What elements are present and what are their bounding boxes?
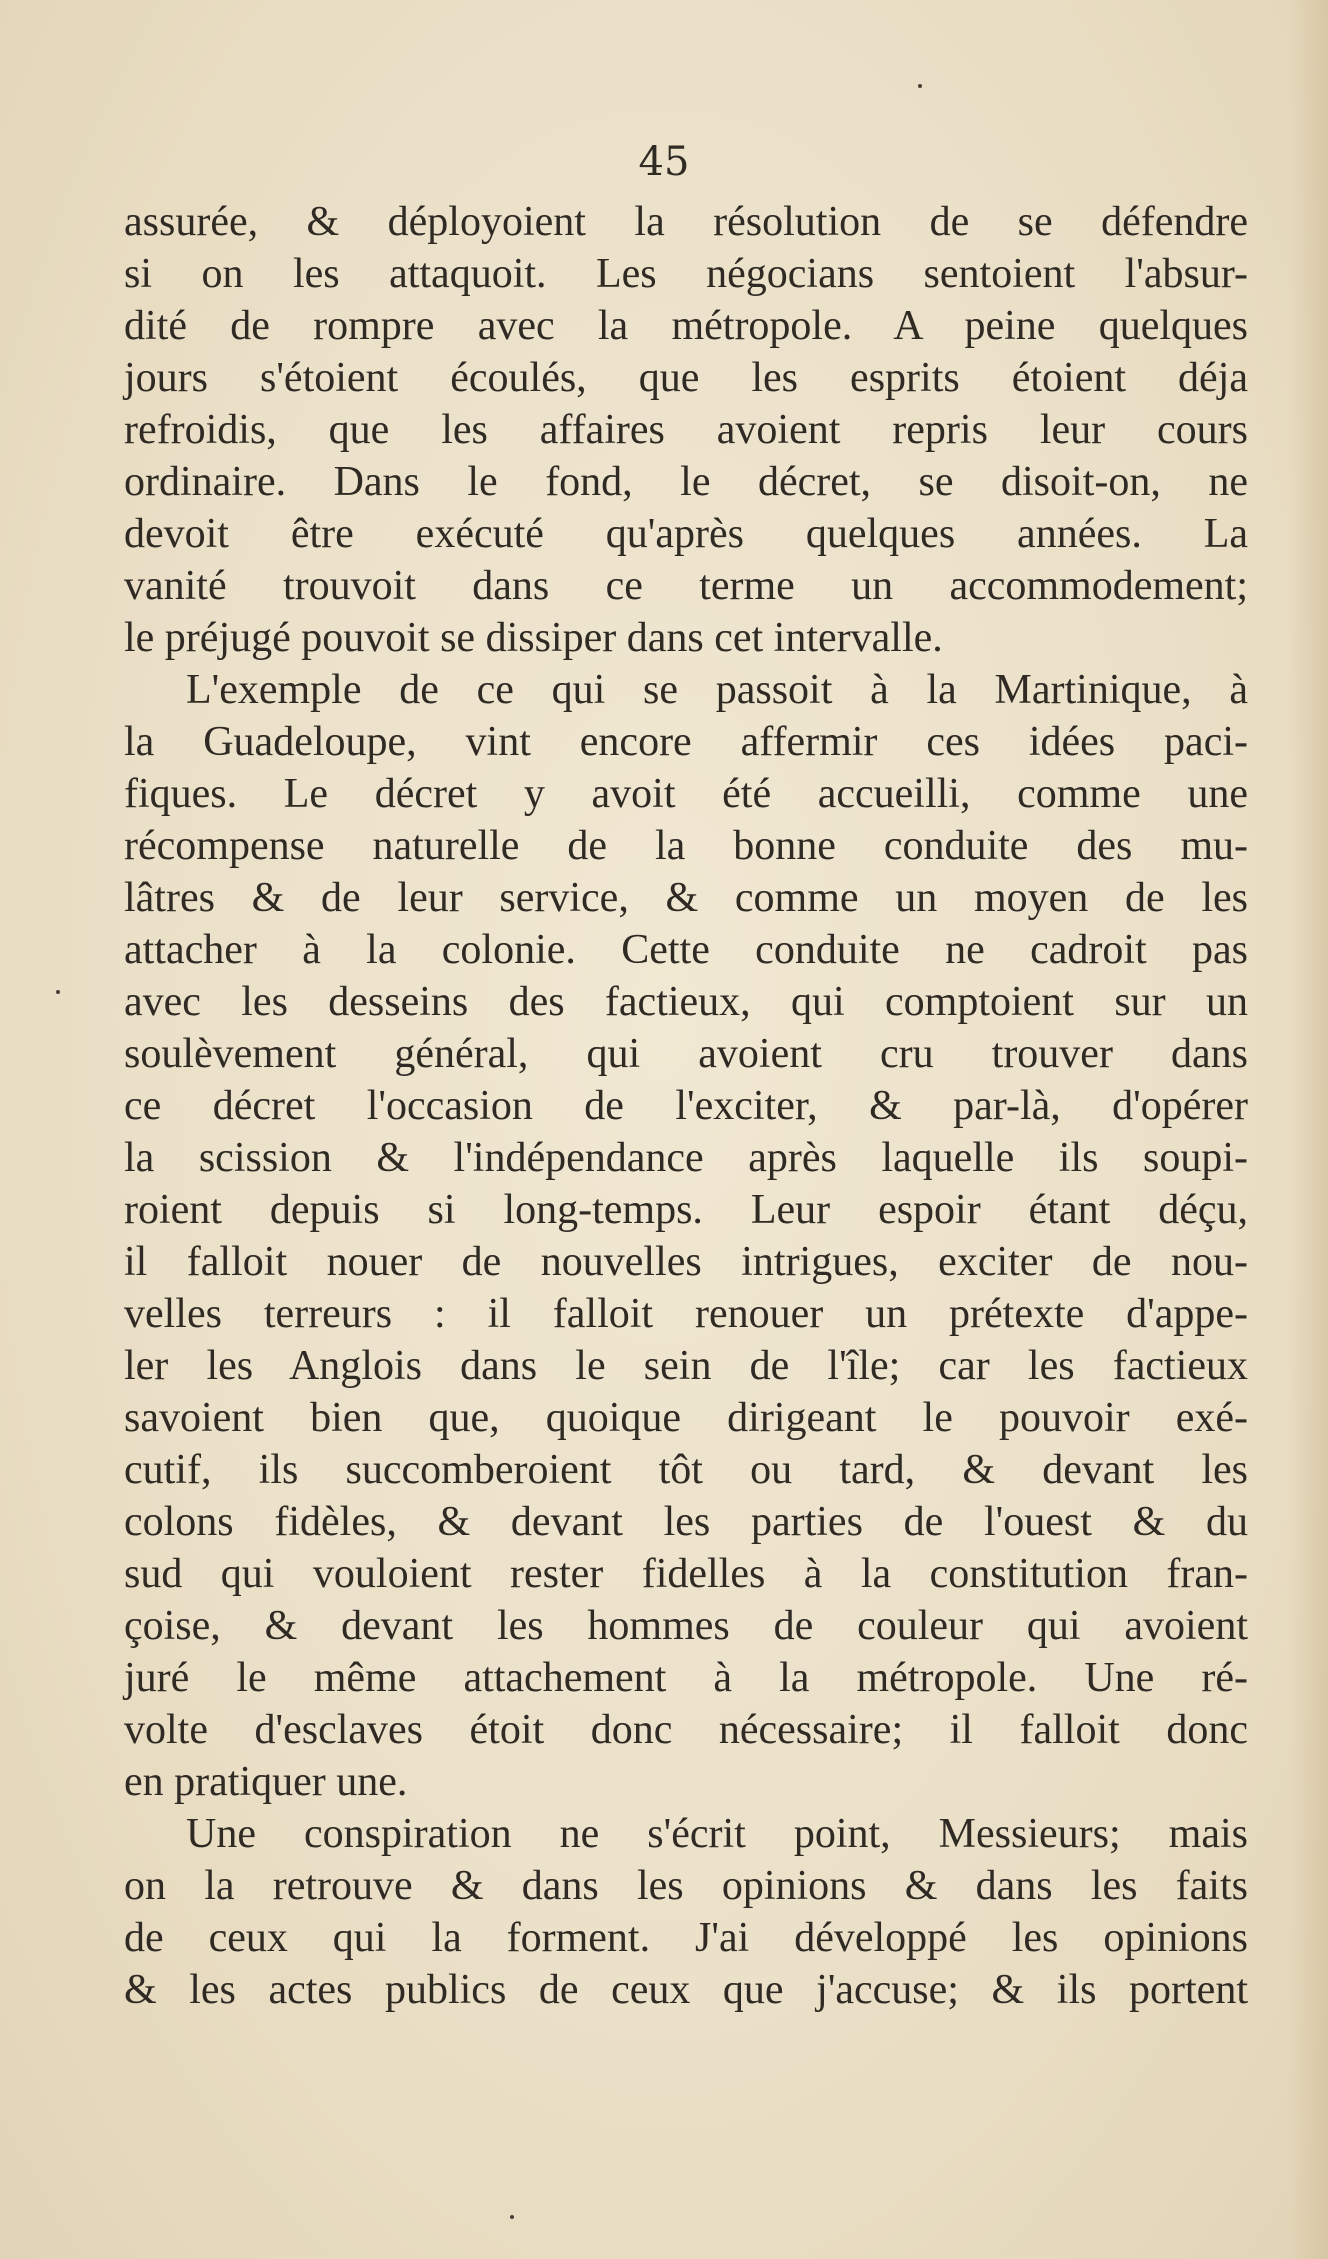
- text-line: ordinaire. Dans le fond, le décret, se disoit-on, ne: [124, 459, 1248, 505]
- text-line: avec les desseins des factieux, qui comptoient sur un: [124, 979, 1248, 1025]
- text-line: si on les attaquoit. Les négocians sentoient l'absur-: [124, 251, 1248, 297]
- text-line: le préjugé pouvoit se dissiper dans cet intervalle.: [124, 615, 943, 661]
- text-line: dité de rompre avec la métropole. A peine quelques: [124, 303, 1248, 349]
- text-line: devoit être exécuté qu'après quelques années. La: [124, 511, 1248, 557]
- text-line: de ceux qui la forment. J'ai développé les opinions: [124, 1915, 1248, 1961]
- text-line: roient depuis si long-temps. Leur espoir étant déçu,: [124, 1187, 1248, 1233]
- text-line: fiques. Le décret y avoit été accueilli, comme une: [124, 771, 1248, 817]
- text-line: la Guadeloupe, vint encore affermir ces idées paci-: [124, 719, 1248, 765]
- text-line: la scission & l'indépendance après laquelle ils soupi-: [124, 1135, 1248, 1181]
- body-text: [124, 196, 1248, 2016]
- text-line: velles terreurs : il falloit renouer un prétexte d'appe-: [124, 1291, 1248, 1337]
- text-line: & les actes publics de ceux que j'accuse; & ils portent: [124, 1967, 1248, 2013]
- text-line: sud qui vouloient rester fidelles à la constitution fran-: [124, 1551, 1248, 1597]
- text-line: colons fidèles, & devant les parties de l'ouest & du: [124, 1499, 1248, 1545]
- text-line: en pratiquer une.: [124, 1759, 408, 1805]
- text-line: récompense naturelle de la bonne conduite des mu-: [124, 823, 1248, 869]
- ink-speck: [918, 84, 922, 88]
- text-line: on la retrouve & dans les opinions & dans les faits: [124, 1863, 1248, 1909]
- text-line: vanité trouvoit dans ce terme un accommodement;: [124, 563, 1248, 609]
- paragraph-start-line: Une conspiration ne s'écrit point, Messieurs; mais: [186, 1811, 1248, 1857]
- text-line: lâtres & de leur service, & comme un moyen de les: [124, 875, 1248, 921]
- text-line: savoient bien que, quoique dirigeant le pouvoir exé-: [124, 1395, 1248, 1441]
- text-line: volte d'esclaves étoit donc nécessaire; il falloit donc: [124, 1707, 1248, 1753]
- ink-speck: [56, 990, 60, 994]
- text-line: çoise, & devant les hommes de couleur qui avoient: [124, 1603, 1248, 1649]
- text-line: ce décret l'occasion de l'exciter, & par-là, d'opérer: [124, 1083, 1248, 1129]
- text-line: cutif, ils succomberoient tôt ou tard, & devant les: [124, 1447, 1248, 1493]
- text-line: jours s'étoient écoulés, que les esprits étoient déja: [124, 355, 1248, 401]
- paragraph-start-line: L'exemple de ce qui se passoit à la Martinique, à: [186, 667, 1248, 713]
- text-line: assurée, & déployoient la résolution de se défendre: [124, 199, 1248, 245]
- ink-speck: [510, 2215, 514, 2219]
- page-number: 45: [638, 139, 690, 185]
- text-line: attacher à la colonie. Cette conduite ne cadroit pas: [124, 927, 1248, 973]
- page-edge-stain: [1288, 0, 1328, 2259]
- text-line: juré le même attachement à la métropole. Une ré-: [124, 1655, 1248, 1701]
- text-line: ler les Anglois dans le sein de l'île; car les factieux: [124, 1343, 1248, 1389]
- text-line: refroidis, que les affaires avoient repris leur cours: [124, 407, 1248, 453]
- text-line: soulèvement général, qui avoient cru trouver dans: [124, 1031, 1248, 1077]
- text-line: il falloit nouer de nouvelles intrigues, exciter de nou-: [124, 1239, 1248, 1285]
